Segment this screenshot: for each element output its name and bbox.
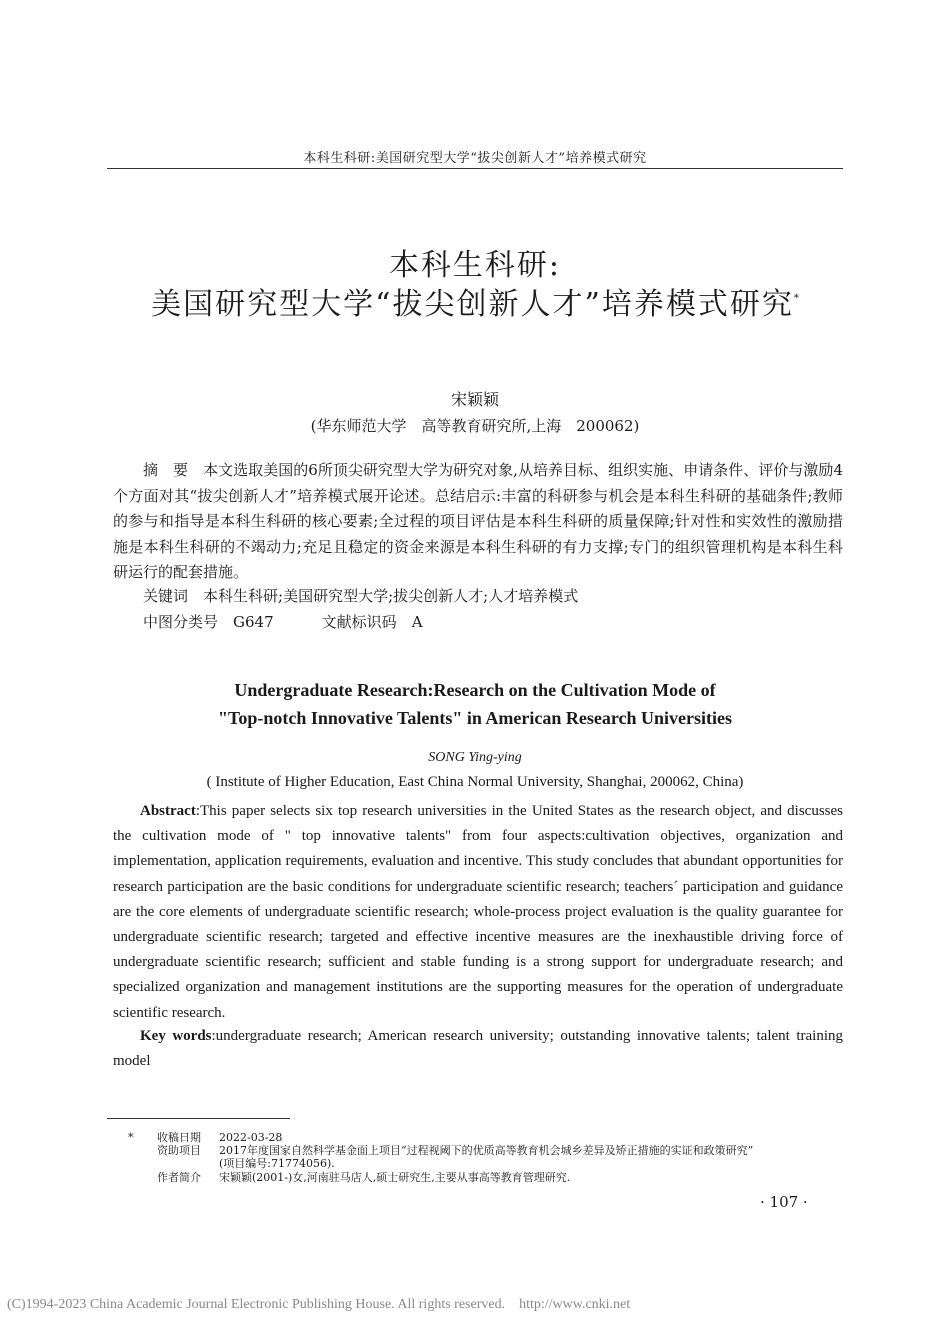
keywords-cn-text: 本科生科研;美国研究型大学;拔尖创新人才;人才培养模式 <box>203 587 579 605</box>
page-number: · 107 · <box>760 1193 808 1211</box>
abstract-cn <box>113 458 843 586</box>
title-en-line1: Undergraduate Research:Research on the Cultivation Mode of <box>234 680 716 700</box>
copyright-footer <box>7 1297 630 1313</box>
copyright-text: (C)1994-2023 China Academic Journal Electronic Publishing House. All rights reserved. <box>7 1297 506 1312</box>
author-en: SONG Ying-ying <box>428 750 522 765</box>
affiliation-cn: (华东师范大学 高等教育研究所,上海 200062) <box>310 417 640 435</box>
running-head: 本科生科研:美国研究型大学“拔尖创新人才”培养模式研究 <box>303 151 647 166</box>
title-en-line2: "Top-notch Innovative Talents" in American Research Universities <box>217 708 732 728</box>
clc-label: 中图分类号 <box>143 613 219 631</box>
footnote-funding-value: 2017年度国家自然科学基金面上项目“过程视阈下的优质高等教育机会城乡差异及矫正措施的实证和政策研究” <box>219 1144 754 1157</box>
abstract-cn-label: 摘 要 <box>143 461 189 479</box>
affiliation-en: ( Institute of Higher Education, East China Normal University, Shanghai, 200062, China) <box>206 774 744 790</box>
footnote-author-label: 作者简介 <box>157 1171 201 1184</box>
title-en <box>0 676 950 732</box>
keywords-cn-label: 关键词 <box>143 587 189 605</box>
cnki-url[interactable]: http://www.cnki.net <box>519 1297 631 1312</box>
title-cn-line2-text: 美国研究型大学“拔尖创新人才”培养模式研究 <box>151 287 794 322</box>
footnote-mark: * <box>128 1131 134 1144</box>
footnote-funding-value-cont: (项目编号:71774056). <box>219 1157 335 1170</box>
footnote-author-value: 宋颖颖(2001-)女,河南驻马店人,硕士研究生,主要从事高等教育管理研究. <box>219 1171 571 1184</box>
abstract-en-text: :This paper selects six top research universities in the United States as the research object, and discusses the cultivation mode of " top innovative talents" from four aspects:cultivation objectives, organization and implementation, application requirements, evaluation and incentive. This study concludes that abundant opportunities for research participation are the basic conditions for undergraduate scientific research; teachers´ participation and guidance are the core elements of undergraduate scientific research; whole-process project evaluation is the quality guarantee for undergraduate scientific research; targeted and effective incentive measures are the inexhaustible driving force of undergraduate scientific research; sufficient and stable funding is a strong support for undergraduate research; and specialized organization and management institutions are the supporting measures for the operation of undergraduate scientific research. <box>113 803 843 1021</box>
keywords-en-label: Key words <box>140 1028 212 1044</box>
footnote-funding-label: 资助项目 <box>157 1144 201 1157</box>
doc-code-value: A <box>411 613 423 631</box>
footnote-received-value: 2022-03-28 <box>219 1131 283 1144</box>
keywords-en <box>113 1024 843 1074</box>
title-cn-line2 <box>0 282 950 328</box>
abstract-en-label: Abstract <box>140 803 196 819</box>
author-cn: 宋颖颖 <box>450 390 499 409</box>
abstract-cn-text: 本文选取美国的6所顶尖研究型大学为研究对象,从培养目标、组织实施、申请条件、评价与激励4个方面对其“拔尖创新人才”培养模式展开论述。总结启示:丰富的科研参与机会是本科生科研的基础条件;教师的参与和指导是本科生科研的核心要素;全过程的项目评估是本科生科研的质量保障;针对性和实效性的激励措施是本科生科研的不竭动力;充足且稳定的资金来源是本科生科研的有力支撑;专门的组织管理机构是本科生科研运行的配套措施。 <box>113 461 843 581</box>
footnote-rule <box>107 1118 290 1119</box>
abstract-en <box>113 799 843 1026</box>
clc-value: G647 <box>233 613 274 631</box>
header-rule <box>107 168 843 169</box>
title-cn-line1: 本科生科研: <box>388 248 562 283</box>
keywords-cn <box>143 585 578 606</box>
classification-line <box>143 611 423 632</box>
doc-code-label: 文献标识码 <box>321 613 397 631</box>
title-footnote-mark: * <box>793 293 799 304</box>
footnote-received-label: 收稿日期 <box>157 1131 201 1144</box>
keywords-en-text: :undergraduate research; American research university; outstanding innovative talents; talent training model <box>113 1028 843 1070</box>
